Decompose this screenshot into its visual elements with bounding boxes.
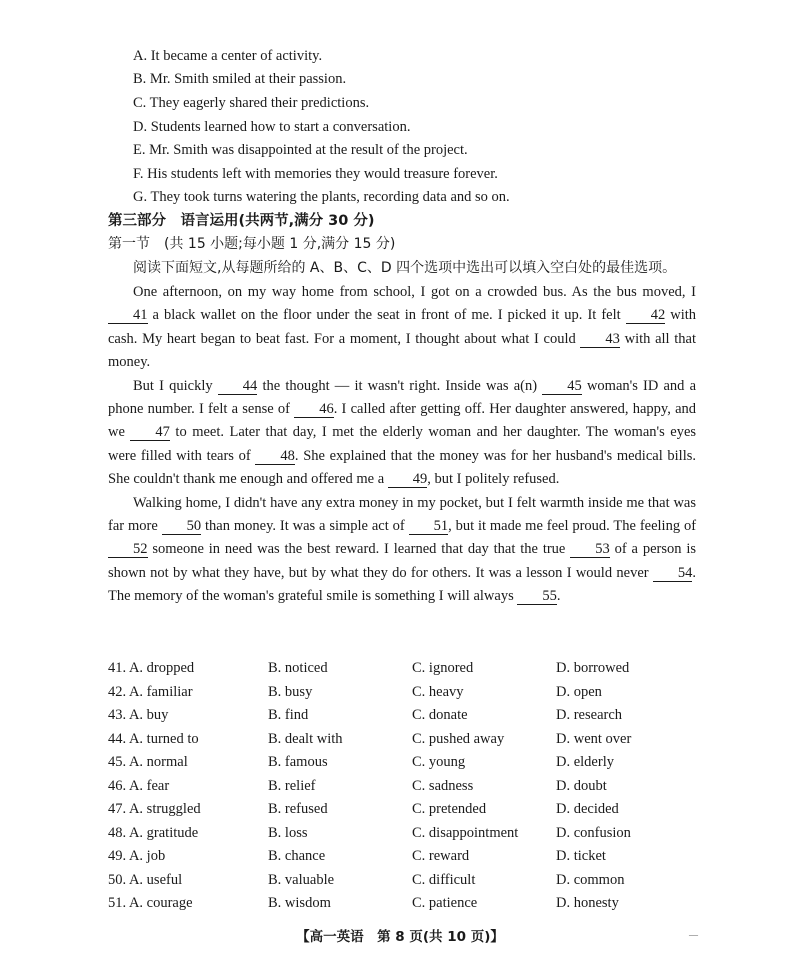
blank-49: 49 (388, 471, 428, 488)
choice-d: D. research (556, 707, 623, 723)
choice-row-47 (108, 799, 708, 823)
passage-text: the thought — it wasn't right. Inside was a(n) (262, 377, 538, 394)
choice-b: B. find (268, 707, 309, 723)
section1-heading: 第一节 (共 15 小题;每小题 1 分,满分 15 分) (108, 236, 396, 252)
blank-55: 55 (517, 588, 557, 605)
passage-text: woman's ID and a phone number. I felt a sense of (108, 377, 697, 418)
passage-text: , but I politely refused. (427, 471, 560, 488)
choice-b: B. dealt with (268, 730, 343, 747)
choice-a: 51. A. courage (108, 895, 193, 911)
blank-50: 50 (162, 518, 202, 535)
option-line-g: G. They took turns watering the plants, recording data and so on. (133, 189, 510, 205)
choice-b: B. chance (268, 848, 326, 864)
instruction-text: 阅读下面短文,从每题所给的 A、B、C、D 四个选项中选出可以填入空白处的最佳选项。 (133, 260, 677, 276)
passage-paragraph-2 (108, 375, 696, 492)
choice-d: D. honesty (556, 895, 619, 911)
passage-text: with all that money. (108, 330, 696, 371)
choice-b: B. valuable (268, 871, 335, 888)
choice-a: 46. A. fear (108, 777, 170, 794)
choice-row-50 (108, 870, 708, 894)
footer-mark: — (689, 930, 698, 940)
choice-b: B. famous (268, 754, 328, 770)
choice-row-41 (108, 658, 708, 682)
page-footer: 【高一英语 第 8 页(共 10 页)】 (296, 929, 504, 945)
choice-row-46 (108, 776, 708, 800)
passage-text: . I called after getting off. Her daughter answered, happy, and we (108, 401, 696, 441)
cloze-passage (108, 281, 696, 609)
choice-c: C. pushed away (412, 730, 505, 747)
choice-a: 47. A. struggled (108, 801, 201, 817)
choice-d: D. confusion (556, 824, 631, 841)
blank-52: 52 (108, 541, 148, 558)
choice-b: B. loss (268, 824, 308, 841)
blank-51: 51 (409, 518, 449, 535)
blank-53: 53 (570, 541, 610, 558)
option-line-e: E. Mr. Smith was disappointed at the result of the project. (133, 142, 468, 158)
choice-a: 48. A. gratitude (108, 824, 199, 841)
passage-text: Walking home, I didn't have any extra money in my pocket, but I felt warmth inside me that was far more (108, 494, 696, 535)
choice-c: C. sadness (412, 777, 474, 794)
option-line-b: B. Mr. Smith smiled at their passion. (133, 71, 347, 87)
choice-c: C. reward (412, 848, 470, 864)
passage-text: . (556, 588, 561, 605)
choice-d: D. elderly (556, 754, 614, 770)
passage-text: someone in need was the best reward. I learned that day that the true (152, 541, 566, 558)
passage-text: . The memory of the woman's grateful smile is something I will always (108, 564, 697, 605)
choice-d: D. doubt (556, 777, 607, 794)
choice-a: 45. A. normal (108, 754, 188, 770)
choice-c: C. donate (412, 707, 468, 723)
choice-row-49 (108, 846, 708, 870)
blank-46: 46 (294, 401, 334, 418)
passage-paragraph-3 (108, 492, 696, 609)
part3-heading: 第三部分 语言运用(共两节,满分 30 分) (108, 213, 375, 229)
answer-choices (108, 658, 708, 917)
choice-row-44 (108, 729, 708, 753)
choice-d: D. ticket (556, 848, 606, 864)
choice-b: B. busy (268, 683, 313, 700)
choice-c: C. pretended (412, 801, 487, 817)
choice-c: C. patience (412, 895, 478, 911)
choice-b: B. refused (268, 801, 328, 817)
passage-text: a black wallet on the floor under the seat in front of me. I picked it up. It felt (152, 307, 621, 324)
option-line-d: D. Students learned how to start a conversation. (133, 119, 411, 135)
choice-a: 50. A. useful (108, 871, 183, 888)
choice-b: B. wisdom (268, 895, 331, 911)
blank-48: 48 (255, 448, 295, 465)
choice-c: C. difficult (412, 871, 476, 888)
choice-d: D. open (556, 683, 602, 700)
blank-47: 47 (130, 424, 170, 441)
choice-c: C. ignored (412, 660, 474, 676)
option-line-a: A. It became a center of activity. (133, 48, 323, 64)
choice-b: B. relief (268, 777, 316, 794)
passage-text: with cash. My heart began to beat fast. For a moment, I thought about what I could (108, 307, 697, 347)
passage-text: But I quickly (133, 377, 213, 394)
passage-text: One afternoon, on my way home from school, I got on a crowded bus. As the bus moved, I (133, 284, 696, 300)
choice-a: 43. A. buy (108, 707, 169, 723)
choice-d: D. common (556, 871, 625, 888)
blank-41: 41 (108, 307, 148, 324)
choice-c: C. disappointment (412, 824, 519, 841)
choice-c: C. young (412, 754, 466, 770)
passage-paragraph-1 (108, 281, 696, 375)
choice-b: B. noticed (268, 660, 328, 676)
passage-text: than money. It was a simple act of (205, 518, 405, 535)
option-line-f: F. His students left with memories they would treasure forever. (133, 166, 498, 182)
blank-42: 42 (626, 307, 666, 324)
choice-row-45 (108, 752, 708, 776)
choice-d: D. decided (556, 801, 619, 817)
choice-row-48 (108, 823, 708, 847)
choice-a: 42. A. familiar (108, 683, 193, 700)
choice-row-43 (108, 705, 708, 729)
passage-text: . She explained that the money was for her husband's medical bills. She couldn't thank me enough and offered me a (108, 447, 697, 488)
choice-a: 41. A. dropped (108, 660, 195, 676)
blank-44: 44 (218, 378, 258, 395)
choice-row-51 (108, 893, 708, 917)
passage-text: of a person is shown not by what they have, but by what they do for others. It was a lesson I would never (108, 541, 697, 581)
choice-row-42 (108, 682, 708, 706)
choice-d: D. borrowed (556, 660, 630, 676)
passage-text: , but it made me feel proud. The feeling of (448, 518, 697, 535)
choice-d: D. went over (556, 730, 632, 747)
blank-45: 45 (542, 378, 582, 395)
blank-43: 43 (580, 331, 620, 348)
blank-54: 54 (653, 565, 693, 582)
choice-a: 49. A. job (108, 848, 166, 864)
passage-text: to meet. Later that day, I met the elderly woman and her daughter. The woman's eyes were filled with tears of (108, 424, 697, 464)
choice-c: C. heavy (412, 683, 464, 700)
choice-a: 44. A. turned to (108, 730, 199, 747)
option-line-c: C. They eagerly shared their predictions. (133, 95, 370, 111)
